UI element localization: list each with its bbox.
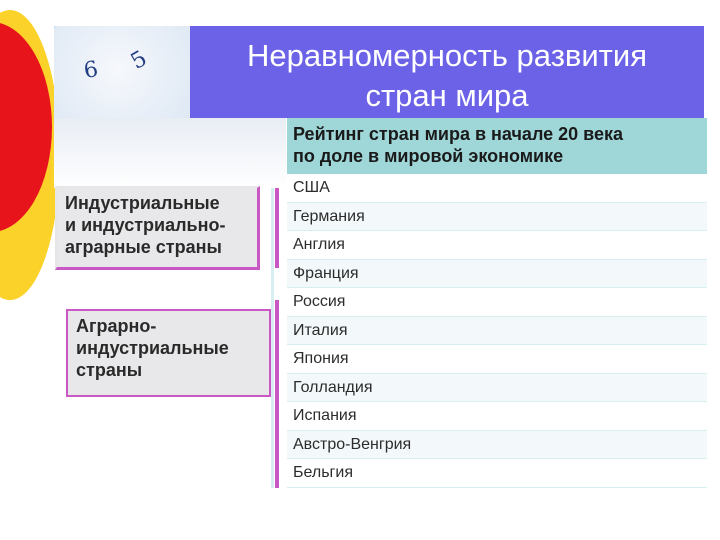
clock-photo (54, 26, 190, 118)
category-industrial-line1: Индустриальные (65, 193, 220, 213)
table-row (287, 260, 707, 289)
country-name: Франция (293, 264, 359, 282)
slide-title (190, 36, 704, 116)
country-name: Голландия (293, 378, 373, 396)
title-band (190, 26, 704, 118)
clock-digit-six: 6 (81, 56, 101, 85)
country-name: Италия (293, 321, 348, 339)
country-name: Япония (293, 350, 349, 367)
country-name: Германия (293, 207, 365, 225)
table-row (287, 431, 707, 460)
table-row (287, 203, 707, 232)
table-row (287, 345, 707, 374)
slide-title-line1: Неравномерность развития (247, 38, 647, 73)
country-name: Россия (293, 293, 346, 310)
table-row (287, 459, 707, 488)
category-industrial-line2: и индустриально- (65, 215, 226, 235)
country-name: США (293, 179, 330, 196)
table-row (287, 402, 707, 431)
country-name: Бельгия (293, 464, 353, 481)
divider-agrarian (275, 300, 279, 488)
country-name: Англия (293, 236, 345, 253)
rating-header-line2: по доле в мировой экономике (293, 146, 564, 166)
rating-table (287, 118, 707, 516)
category-agrarian (66, 309, 271, 397)
rating-header-line1: Рейтинг стран мира в начале 20 века (293, 124, 624, 144)
category-industrial (55, 186, 260, 270)
table-row (287, 231, 707, 260)
table-row (287, 174, 707, 203)
background-watermark (54, 118, 286, 188)
rating-table-header (287, 118, 707, 174)
table-row (287, 374, 707, 403)
category-agrarian-line3: страны (76, 360, 143, 380)
category-agrarian-line1: Аграрно- (76, 316, 157, 336)
country-name: Австро-Венгрия (293, 435, 412, 453)
table-row (287, 288, 707, 317)
category-agrarian-line2: индустриальные (76, 338, 229, 358)
slide-title-line2: стран мира (365, 78, 529, 113)
clock-dial (54, 26, 190, 118)
clock-digit-five: 5 (126, 46, 152, 75)
table-row (287, 317, 707, 346)
category-industrial-line3: аграрные страны (65, 237, 222, 257)
country-name: Испания (293, 407, 357, 424)
